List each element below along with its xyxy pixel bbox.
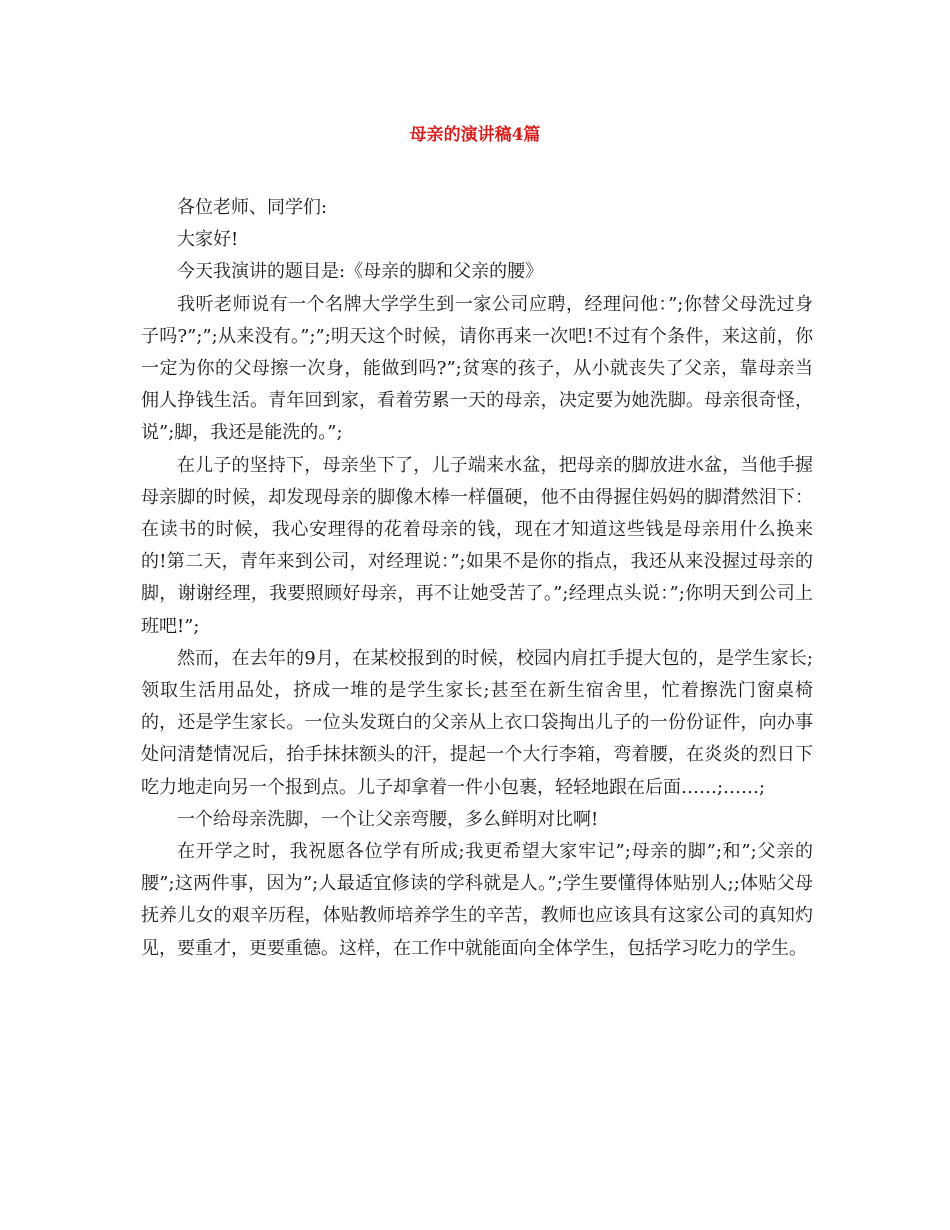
paragraph-topic: 今天我演讲的题目是:《母亲的脚和父亲的腰》: [177, 261, 544, 283]
paragraph-greeting: 大家好!: [177, 229, 239, 251]
paragraph: 一个给母亲洗脚，一个让父亲弯腰，多么鲜明对比啊!: [177, 808, 599, 830]
document-title: 母亲的演讲稿4篇: [409, 125, 541, 145]
paragraph: 在儿子的坚持下，母亲坐下了，儿子端来水盆，把母亲的脚放进水盆，当他手握母亲脚的时候，却发现母亲的脚像木棒一样僵硬，他不由得握住妈妈的脚潸然泪下：在读书的时候，我心安理得的花着母亲的钱，现在才知道这些钱是母亲用什么换来的!第二天，青年来到公司，对经理说：”;如果不是你的指点，我还从来没握过母亲的脚，谢谢经理，我要照顾好母亲，再不让她受苦了。”;经理点头说：”;你明天到公司上班吧!”;: [141, 454, 813, 637]
paragraph-salutation: 各位老师、同学们:: [177, 197, 328, 218]
paragraph: 在开学之时，我祝愿各位学有所成;我更希望大家牢记”;母亲的脚”;和”;父亲的腰”;这两件事，因为”;人最适宜修读的学科就是人。”;学生要懂得体贴别人;;体贴父母抚养儿女的艰辛历程，体贴教师培养学生的辛苦，教师也应该具有这家公司的真知灼见，要重才，更要重德。这样，在工作中就能面向全体学生，包括学习吃力的学生。: [141, 841, 813, 959]
document-body: [141, 192, 813, 965]
paragraph: 然而，在去年的9月，在某校报到的时候，校园内肩扛手提大包的，是学生家长;领取生活用品处，挤成一堆的是学生家长;甚至在新生宿舍里，忙着擦洗门窗桌椅的，还是学生家长。一位头发斑白的父亲从上衣口袋掏出儿子的一份份证件，向办事处问清楚情况后，抬手抹抹额头的汗，提起一个大行李箱，弯着腰，在炎炎的烈日下吃力地走向另一个报到点。儿子却拿着一件小包裹，轻轻地跟在后面……;……;: [141, 647, 813, 798]
paragraph: 我听老师说有一个名牌大学学生到一家公司应聘，经理问他：”;你替父母洗过身子吗?”;”;从来没有。”;”;明天这个时候，请你再来一次吧!不过有个条件，来这前，你一定为你的父母擦一次身，能做到吗?”;贫寒的孩子，从小就丧失了父亲，靠母亲当佣人挣钱生活。青年回到家，看着劳累一天的母亲，决定要为她洗脚。母亲很奇怪，说”;脚，我还是能洗的。”;: [141, 293, 813, 444]
